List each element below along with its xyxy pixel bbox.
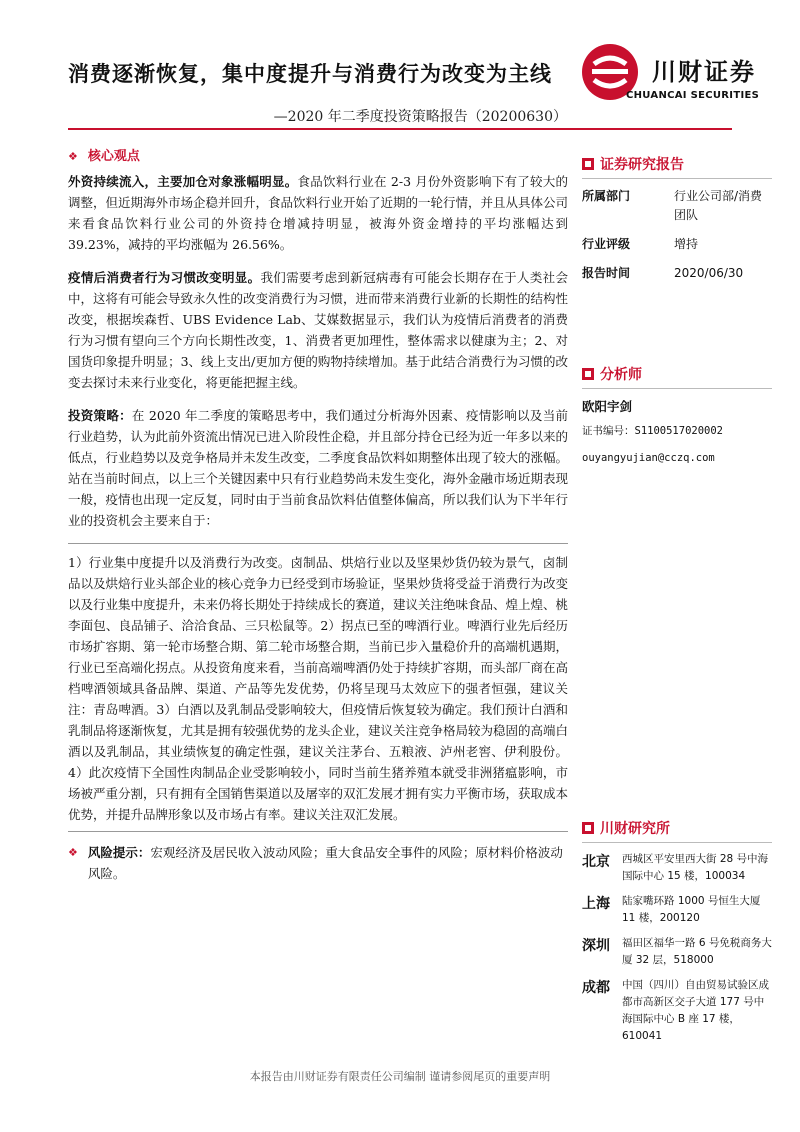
diamond-bullet-icon: ❖ (68, 150, 78, 163)
office-beijing: 北京 西城区平安里西大街 28 号中海国际中心 15 楼，100034 (582, 853, 769, 882)
date-row: 报告时间 2020/06/30 (582, 266, 744, 280)
section-square-icon (582, 368, 594, 380)
analyst-cert: 证书编号：S1100517020002 (582, 425, 724, 437)
paragraph-lead: 投资策略： (68, 408, 132, 423)
paragraph-investment-strategy: 投资策略：在 2020 年二季度的策略思考中，我们通过分析海外因素、疫情影响以及当前行业趋势，认为此前外资流出情况已进入阶段性企稳，并且部分持仓已经为近一年多以来的低点，行业趋势以及竞争格局并未发生改变，二季度食品饮料如期整体出现了较大的涨幅。站在当前时间点，以上三个关键因素中只有行业趋势尚未发生变化，海外金融市场近期表现一般，疫情也出现一定反复，同时由于当前食品饮料估值整体偏高，所以我们认为下半年行业的投资机会主要来自于： (68, 408, 569, 528)
office-chengdu: 成都 中国（四川）自由贸易试验区成都市高新区交子大道 177 号中海国际中心 B 座 17 楼，610041 (582, 979, 769, 1042)
logo-english-name: CHUANCAI SECURITIES (626, 90, 760, 101)
report-subtitle: —2020 年二季度投资策略报告（20200630） (273, 109, 567, 125)
recommendation-text: 1）行业集中度提升以及消费行为改变。卤制品、烘焙行业以及坚果炒货仍较为景气，卤制品以及烘焙行业头部企业的核心竞争力已经受到市场验证，坚果炒货将受益于消费行为改变以及行业集中度提升，未来仍将长期处于持续成长的赛道，建议关注绝味食品、煌上煌、桃李面包、良品铺子、洽洽食品、三只松鼠等。2）拐点已至的啤酒行业。啤酒行业先后经历市场扩容期、第一轮市场整合期、第二轮市场整合期，当前已步入量稳价升的高端机遇期，行业已至高端化拐点。从投资角度来看，当前高端啤酒仍处于持续扩容期，而头部厂商在高档啤酒领域具备品牌、渠道、产品等先发优势，仍将呈现马太效应下的强者恒强，建议关注：青岛啤酒。3）白酒以及乳制品受影响较大，但疫情后恢复较为确定。我们预计白酒和乳制品将逐渐恢复，尤其是拥有较强优势的龙头企业，建议关注竞争格局较为稳固的高端白酒以及乳制品，其业绩恢复的确定性强，建议关注茅台、五粮液、泸州老窖、伊利股份。4）此次疫情下全国性肉制品企业受影响较小，同时当前生猪养殖本就受非洲猪瘟影响，市场被严重分割，只有拥有全国销售渠道以及屠宰的双汇发展才拥有实力平衡市场，获取成本优势，并提升品牌形象以及市场占有率。建议关注双汇发展。 (68, 555, 569, 822)
section-square-icon (582, 158, 594, 170)
risk-warning (68, 842, 568, 884)
paragraph-lead: 疫情后消费者行为习惯改变明显。 (68, 270, 261, 285)
office-shenzhen: 深圳 福田区福华一路 6 号免税商务大厦 32 层，518000 (582, 937, 772, 966)
office-shanghai: 上海 陆家嘴环路 1000 号恒生大厦 11 楼，200120 (582, 895, 761, 924)
header-divider (68, 128, 732, 130)
footer-disclaimer: 本报告由川财证券有限责任公司编制 谨请参阅尾页的重要声明 (249, 1070, 551, 1083)
recommendation-box (68, 543, 568, 832)
institute-heading: 川财研究所 (582, 818, 772, 843)
section-square-icon (582, 822, 594, 834)
analyst-heading: 分析师 (582, 364, 772, 389)
risk-label: 风险提示： (87, 845, 151, 860)
analyst-name: 欧阳宇剑 (582, 399, 633, 414)
diamond-bullet-icon: ❖ (68, 846, 78, 859)
analyst-email[interactable]: ouyangyujian@cczq.com (582, 452, 715, 464)
risk-text: 宏观经济及居民收入波动风险；重大食品安全事件的风险；原材料价格波动风险。 (87, 845, 563, 881)
institute-info (582, 818, 772, 1053)
report-info (582, 154, 772, 293)
report-title: 消费逐渐恢复，集中度提升与消费行为改变为主线 (68, 62, 552, 86)
rating-row: 行业评级 增持 (582, 237, 699, 251)
paragraph-consumer-behavior: 疫情后消费者行为习惯改变明显。我们需要考虑到新冠病毒有可能会长期存在于人类社会中，这将有可能会导致永久性的改变消费行为习惯，进而带来消费行业新的长期性的结构性改变，根据埃森哲、UBS Evidence Lab、艾媒数据显示，我们认为疫情后消费者的消费行为习惯有望向三个方向长期性改变，1、消费者更加理性，整体需求以健康为主；2、对国货印象提升明显；3、线上支出/更加方便的购物持续增加。基于此结合消费行为习惯的改变去探讨未来行业变化，将更能把握主线。 (68, 270, 569, 390)
analyst-info (582, 364, 772, 470)
logo-name: 川财证券 (652, 58, 756, 86)
core-viewpoints (68, 140, 568, 888)
report-info-heading: 证券研究报告 (582, 154, 772, 179)
paragraph-foreign-capital: 外资持续流入，主要加仓对象涨幅明显。食品饮料行业在 2-3 月份外资影响下有了较大的调整，但近期海外市场企稳并回升，食品饮料行业开始了近期的一轮行情，并且从具体公司来看食品饮料行业公司的外资持仓增减持明显，被海外资金增持的平均涨幅达到 39.23%，减持的平均涨幅为 26.56%。 (68, 174, 569, 252)
paragraph-lead: 外资持续流入，主要加仓对象涨幅明显。 (68, 174, 298, 189)
dept-row: 所属部门 行业公司部/消费团队 (582, 189, 763, 222)
core-heading: ❖ 核心观点 (68, 146, 568, 167)
